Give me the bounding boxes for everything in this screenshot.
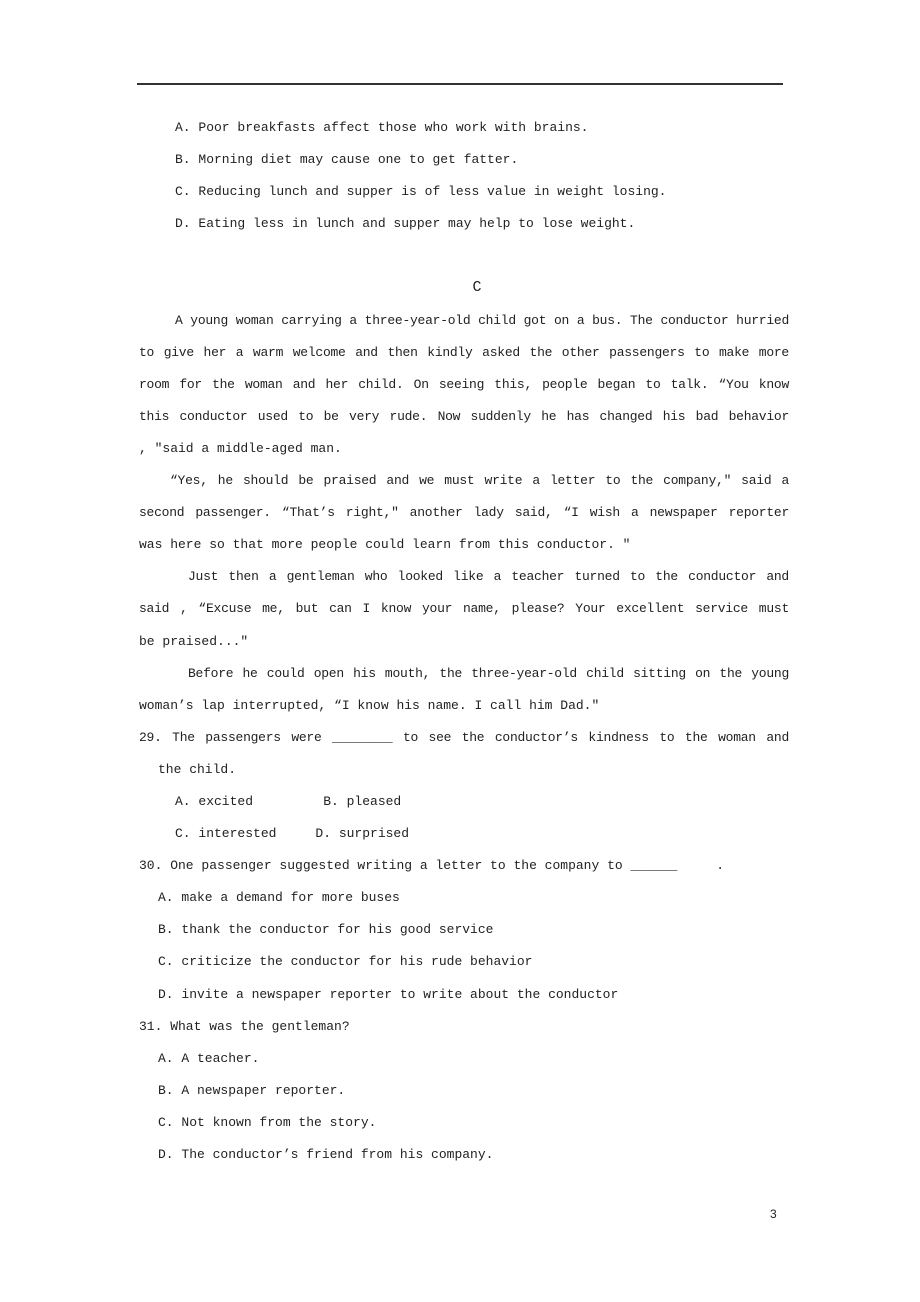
passage-line: A young woman carrying a three-year-old child got on a bus. The conductor hurried <box>175 312 789 328</box>
question-30-option: C. criticize the conductor for his rude behavior <box>158 954 533 970</box>
question-30-stem: 30. One passenger suggested writing a letter to the company to ______ . <box>139 858 725 874</box>
passage-line: Just then a gentleman who looked like a teacher turned to the conductor and <box>188 569 789 585</box>
passage-line: this conductor used to be very rude. Now suddenly he has changed his bad behavior <box>139 408 789 424</box>
question-30-option: D. invite a newspaper reporter to write about the conductor <box>158 986 619 1002</box>
option-c: C. Reducing lunch and supper is of less value in weight losing. <box>175 184 667 200</box>
option-b: B. Morning diet may cause one to get fatter. <box>175 152 519 168</box>
question-31-option: D. The conductor’s friend from his company. <box>158 1147 494 1162</box>
passage-line: second passenger. “That’s right,″ another lady said, “I wish a newspaper reporter <box>139 505 789 521</box>
passage-line: “Yes, he should be praised and we must write a letter to the company,″ said a <box>170 473 789 489</box>
spacer <box>0 240 920 272</box>
header-rule <box>137 83 783 85</box>
option-a: A. Poor breakfasts affect those who work with brains. <box>175 120 589 135</box>
passage-line: said , “Excuse me, but can I know your name, please? Your excellent service must <box>139 601 789 617</box>
document-page <box>0 112 920 1171</box>
page-number: 3 <box>770 1207 777 1221</box>
passage-line: , ″said a middle-aged man. <box>139 440 342 456</box>
section-heading: C <box>472 279 482 297</box>
question-29-stem: 29. The passengers were ________ to see the conductor’s kindness to the woman and <box>139 729 789 745</box>
question-31-stem: 31. What was the gentleman? <box>139 1018 350 1034</box>
passage-line: Before he could open his mouth, the three-year-old child sitting on the young <box>188 665 789 681</box>
passage-line: was here so that more people could learn from this conductor. ″ <box>139 537 631 553</box>
question-29-options-row: A. excited B. pleased <box>175 793 402 809</box>
passage-line: woman’s lap interrupted, “I know his name. I call him Dad.″ <box>139 697 600 713</box>
question-29-stem-cont: the child. <box>158 761 237 777</box>
passage-line: to give her a warm welcome and then kindly asked the other passengers to make more <box>139 344 789 360</box>
question-31-option: B. A newspaper reporter. <box>158 1082 346 1098</box>
question-30-option: A. make a demand for more buses <box>158 890 400 906</box>
question-29-options-row: C. interested D. surprised <box>175 826 410 842</box>
passage-line: room for the woman and her child. On seeing this, people began to talk. “You know <box>139 376 789 392</box>
question-31-option: C. Not known from the story. <box>158 1114 377 1130</box>
question-30-option: B. thank the conductor for his good service <box>158 922 494 938</box>
option-d: D. Eating less in lunch and supper may help to lose weight. <box>175 216 636 232</box>
question-31-option: A. A teacher. <box>158 1050 260 1066</box>
passage-line: be praised...″ <box>139 633 249 649</box>
